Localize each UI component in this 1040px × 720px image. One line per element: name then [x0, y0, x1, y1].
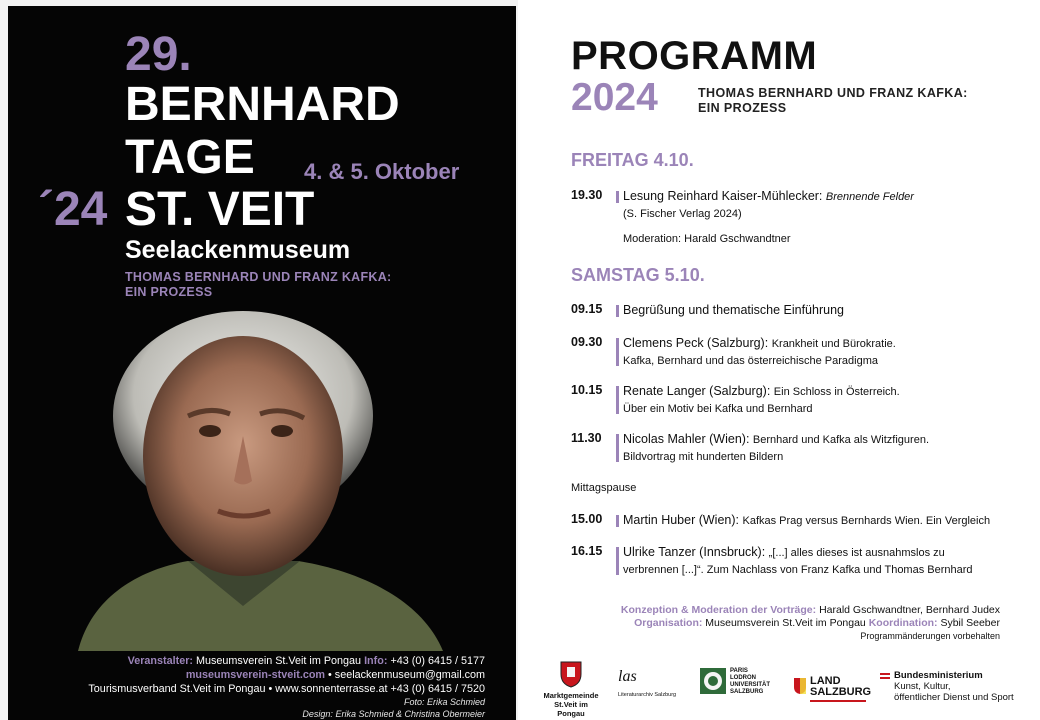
veranstalter-text: Museumsverein St.Veit im Pongau — [196, 655, 362, 667]
event-time: 16.15 — [571, 544, 603, 558]
event-speaker: Nicolas Mahler (Wien): — [623, 432, 750, 446]
info-phone: +43 (0) 6415 / 5177 — [390, 655, 485, 667]
event-speaker: Renate Langer (Salzburg): — [623, 384, 771, 398]
email-line[interactable]: • seelackenmuseum@gmail.com — [328, 669, 485, 681]
title-st-veit: ST. VEIT — [125, 183, 315, 236]
event-title: Kafkas Prag versus Bernhards Wien. Ein Vergleich — [742, 515, 991, 527]
programme-title: PROGRAMM — [571, 34, 818, 78]
title-tage: TAGE — [125, 131, 255, 184]
koordination-label: Koordination: — [868, 617, 938, 629]
university-seal-icon — [700, 668, 726, 694]
event-title: Krankheit und Bürokratie. — [771, 338, 896, 350]
credits-block — [588, 604, 1000, 643]
event-detail: Bildvortrag mit hunderten Bildern — [623, 451, 784, 463]
event-title: Bernhard und Kafka als Witzfiguren. — [752, 434, 929, 446]
poster-footer — [8, 654, 485, 696]
website-link[interactable]: museumsverein-stveit.com — [185, 669, 326, 681]
foto-credit: Foto: Erika Schmied — [403, 697, 485, 707]
logo-las: las Literaturarchiv Salzburg — [618, 668, 677, 698]
logo-marktgemeinde: Marktgemeinde St.Veit im Pongau — [540, 660, 602, 718]
museum-name: Seelackenmuseum — [125, 236, 351, 264]
konzeption-text: Harald Gschwandtner, Bernhard Judex — [819, 604, 1000, 616]
day-friday: FREITAG 4.10. — [571, 150, 694, 170]
organisation-text: Museumsverein St.Veit im Pongau — [705, 617, 866, 629]
organisation-label: Organisation: — [634, 617, 703, 629]
event-title: Ein Schloss in Österreich. — [773, 386, 900, 398]
coat-of-arms-icon — [559, 660, 583, 688]
poster — [8, 6, 516, 720]
design-credit: Design: Erika Schmied & Christina Obermeier — [302, 709, 485, 719]
event-bar — [616, 191, 619, 203]
event-title: Brennende Felder — [825, 191, 914, 203]
event-dates: 4. & 5. Oktober — [304, 159, 460, 184]
austria-flag-icon — [880, 673, 890, 679]
event-bar — [616, 515, 619, 527]
programme-subtitle: THOMAS BERNHARD UND FRANZ KAFKA: EIN PROZESS — [698, 86, 968, 115]
event-detail: Über ein Motiv bei Kafka und Bernhard — [623, 403, 813, 415]
event-speaker: Martin Huber (Wien): — [623, 513, 739, 527]
event-speaker: Ulrike Tanzer (Innsbruck): — [623, 545, 766, 559]
edition-number: 29. — [125, 28, 192, 81]
event-bar — [616, 305, 619, 317]
portrait-photo — [38, 306, 458, 651]
event-bar — [616, 434, 619, 462]
konzeption-label: Konzeption & Moderation der Vorträge: — [620, 604, 817, 616]
event-bar — [616, 386, 619, 414]
event-time: 10.15 — [571, 383, 603, 397]
poster-panel — [0, 0, 518, 720]
event-bar — [616, 547, 619, 575]
event-time: 19.30 — [571, 188, 603, 202]
lunch-break: Mittagspause — [571, 482, 637, 494]
info-label: Info: — [364, 655, 388, 667]
event-time: 09.30 — [571, 335, 603, 349]
event-speaker: Lesung Reinhard Kaiser-Mühlecker: — [623, 189, 823, 203]
day-saturday: SAMSTAG 5.10. — [571, 265, 705, 285]
koordination-text: Sybil Seeber — [940, 617, 1000, 629]
programme-panel: PROGRAMM 2024 THOMAS BERNHARD UND FRANZ KAFKA: EIN PROZESS FREITAG 4.10. 19.30 Lesung Reinhard Kaiser-Mühlecker: Brennende Felder (S. Fischer Verlag 2024) Moderation: Harald Gschwandtner SAMSTAG 5.10. 09.15 Begrüßung und thematische Einführung 09.30 Clemens Peck (Salzburg): Krankheit und Bürokratie. Kafka, Bernhard und das österreichische Paradigma 10.15 Renate Langer (Salzburg): Ein Schloss in Österreich. Über ein Motiv bei Kafka und Bernhard 11.30 Nicolas Mahler (Wien): Bernhard und Kafka als Witzfiguren. Bildvortrag mit hunderten Bildern Mittagspause 15.00 Martin Huber (Wien): Kafkas Prag versus Bernhards Wien. Ein Vergleich 16.15 Ulrike Tanzer (Innsbruck): „[...] alles dieses ist ausnahmslos zu verbrennen [...]“. Zum Nachlass von Franz Kafka und Thomas Bernhard Konzeption & Moderation der Vorträge: Harald Gschwandtner, Bernhard Judex Organisation: Museumsverein St.Veit im Pongau Koordination: Sybil Seeber Programmänderungen vorbehalten Marktgemeinde St.Veit im Pongau las Literaturarchiv Salzburg PARIS LODRON UNIVERSITÄT SALZBURG LAND SALZBURG Bundesministerium Kunst, Kultur, öffentlicher Dienst und Sport — [518, 0, 1040, 720]
veranstalter-label: Veranstalter: — [127, 655, 194, 667]
event-title: „[...] alles dieses ist ausnahmslos zu — [768, 547, 945, 559]
moderation: Moderation: Harald Gschwandtner — [623, 233, 791, 245]
changes-note: Programmänderungen vorbehalten — [860, 631, 1000, 641]
event-detail: verbrennen [...]“. Zum Nachlass von Franz Kafka und Thomas Bernhard — [623, 564, 973, 576]
event-time: 11.30 — [571, 431, 602, 445]
event-speaker: Begrüßung und thematische Einführung — [623, 303, 844, 317]
event-detail: (S. Fischer Verlag 2024) — [623, 208, 742, 220]
event-detail: Kafka, Bernhard und das österreichische Paradigma — [623, 355, 878, 367]
event-time: 09.15 — [571, 302, 603, 316]
title-bernhard: BERNHARD — [125, 78, 400, 131]
event-time: 15.00 — [571, 512, 603, 526]
event-bar — [616, 338, 619, 366]
year-mark: ´24 — [38, 183, 108, 236]
event-speaker: Clemens Peck (Salzburg): — [623, 336, 769, 350]
credits — [8, 696, 485, 720]
tourismus-line: Tourismusverband St.Veit im Pongau • www.sonnenterrasse.at +43 (0) 6415 / 7520 — [88, 683, 485, 695]
salzburg-arms-icon — [794, 678, 806, 694]
programme-year: 2024 — [571, 76, 658, 119]
poster-subtitle: THOMAS BERNHARD UND FRANZ KAFKA: EIN PROZESS — [125, 270, 392, 299]
